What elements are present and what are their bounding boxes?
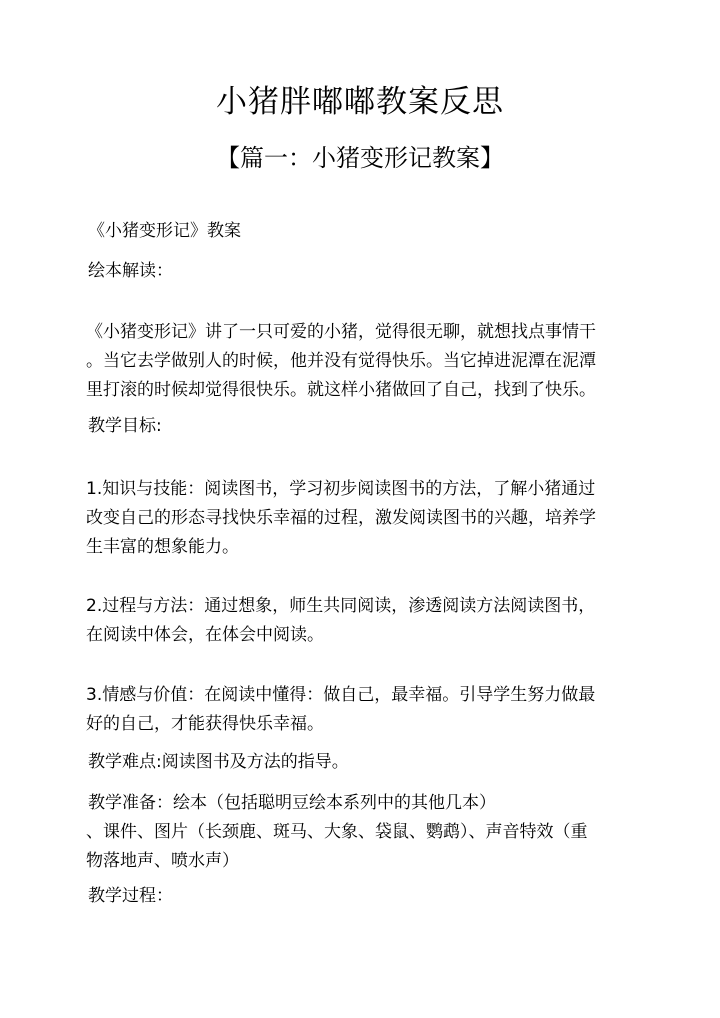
summary-line: 《小猪变形记》讲了一只可爱的小猪，觉得很无聊，就想找点事情干 [86, 322, 596, 342]
goal-1-line: 生丰富的想象能力。 [86, 537, 239, 557]
heading-goals: 教学目标: [88, 416, 162, 436]
teaching-difficulty: 教学难点:阅读图书及方法的指导。 [88, 752, 349, 772]
document-subtitle: 【篇一：小猪变形记教案】 [216, 144, 504, 172]
goal-1-paragraph [86, 475, 646, 562]
goal-1-line: 改变自己的形态寻找快乐幸福的过程，激发阅读图书的兴趣，培养学 [86, 508, 596, 528]
preparation-line: 教学准备：绘本（包括聪明豆绘本系列中的其他几本） [88, 793, 496, 813]
goal-3-line: 3.情感与价值：在阅读中懂得：做自己，最幸福。引导学生努力做最 [86, 685, 596, 705]
preparation-line: 、课件、图片（长颈鹿、斑马、大象、袋鼠、鹦鹉）、声音特效（重 [86, 822, 588, 842]
goal-1-line: 1.知识与技能：阅读图书，学习初步阅读图书的方法，了解小猪通过 [86, 479, 596, 499]
heading-book: 《小猪变形记》教案 [88, 221, 241, 241]
heading-reading: 绘本解读： [88, 261, 173, 281]
preparation-line: 物落地声、喷水声） [86, 851, 239, 871]
goal-2-line: 2.过程与方法：通过想象，师生共同阅读，渗透阅读方法阅读图书， [86, 596, 596, 616]
goal-2-paragraph [86, 592, 646, 650]
goal-3-line: 好的自己，才能获得快乐幸福。 [86, 714, 324, 734]
summary-paragraph [86, 318, 646, 405]
goal-3-paragraph [86, 681, 646, 739]
summary-line: 里打滚的时候却觉得很快乐。就这样小猪做回了自己，找到了快乐。 [86, 380, 596, 400]
document-title: 小猪胖嘟嘟教案反思 [216, 84, 504, 120]
heading-process: 教学过程： [88, 886, 173, 906]
preparation-paragraph [86, 789, 646, 876]
goal-2-line: 在阅读中体会，在体会中阅读。 [86, 625, 324, 645]
summary-line: 。当它去学做别人的时候，他并没有觉得快乐。当它掉进泥潭在泥潭 [86, 351, 596, 371]
